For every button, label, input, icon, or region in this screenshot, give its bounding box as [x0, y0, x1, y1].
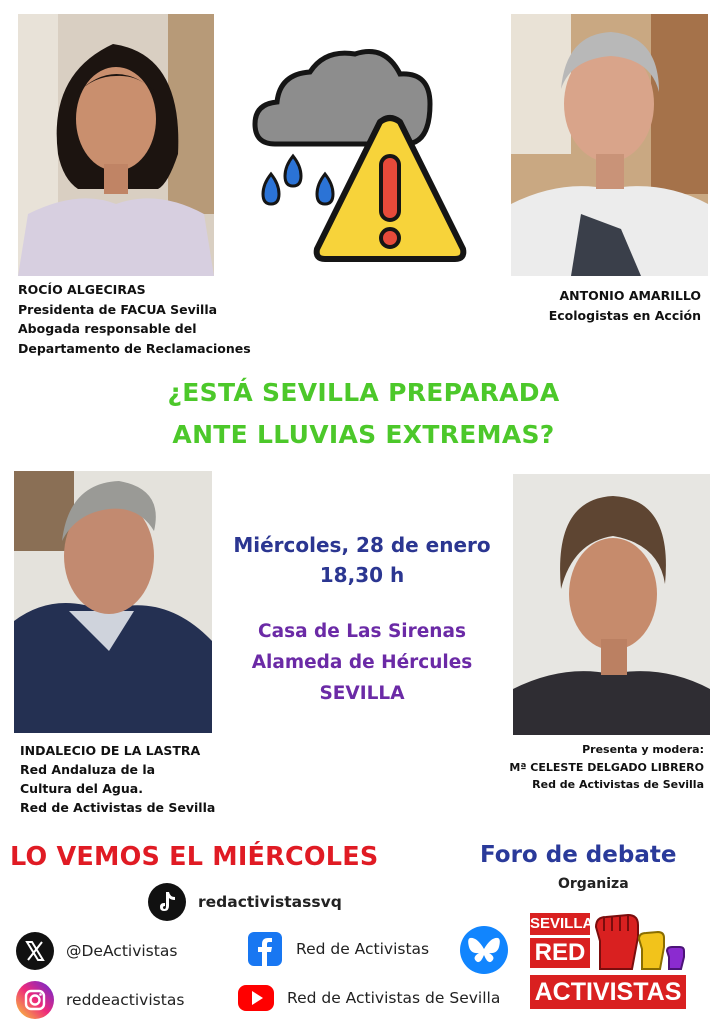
logo-text-sevilla: SEVILLA: [530, 913, 590, 935]
moderator-role: Presenta y modera:: [582, 743, 704, 756]
event-details: [212, 530, 512, 709]
photo-indalecio-de-la-lastra: [14, 471, 212, 733]
tiktok-icon: [148, 883, 186, 921]
headline-line-2: ANTE LLUVIAS EXTREMAS?: [172, 420, 555, 449]
youtube-channel[interactable]: Red de Activistas de Sevilla: [287, 989, 501, 1007]
caption-indalecio: [20, 741, 215, 817]
warning-graphic: [245, 44, 470, 269]
photo-celeste-delgado: [513, 474, 710, 735]
call-to-action: LO VEMOS EL MIÉRCOLES: [10, 842, 379, 872]
logo-text-activistas: ACTIVISTAS: [530, 975, 686, 1009]
social-instagram[interactable]: [16, 981, 184, 1019]
venue-name: Casa de Las Sirenas: [258, 621, 466, 642]
photo-rocio-algeciras: [18, 14, 214, 276]
bluesky-icon[interactable]: [459, 925, 509, 975]
caption-rocio: [18, 280, 251, 358]
speaker-role: Departamento de Reclamaciones: [18, 340, 251, 356]
organiza-label: Organiza: [558, 876, 629, 892]
x-handle[interactable]: @DeActivistas: [66, 942, 178, 960]
caption-celeste: [509, 741, 704, 794]
headline: [0, 372, 727, 456]
speaker-role: Red Andaluza de la: [20, 762, 156, 777]
raised-fists-icon: [592, 907, 688, 973]
social-youtube[interactable]: [237, 979, 500, 1017]
tiktok-handle[interactable]: redactivistassvq: [198, 893, 342, 911]
venue-city: SEVILLA: [319, 683, 405, 704]
venue-address: Alameda de Hércules: [251, 652, 473, 673]
logo-text-red: RED: [530, 938, 590, 968]
speaker-role: Red de Activistas de Sevilla: [20, 800, 216, 815]
speaker-role: Ecologistas en Acción: [548, 307, 701, 323]
speaker-name: ANTONIO AMARILLO: [559, 288, 701, 303]
speaker-name: ROCÍO ALGECIRAS: [18, 282, 146, 297]
social-facebook[interactable]: [246, 930, 429, 968]
speaker-role: Abogada responsable del: [18, 321, 197, 336]
event-date: Miércoles, 28 de enero: [233, 533, 491, 557]
social-x[interactable]: [16, 932, 177, 970]
speaker-role: Cultura del Agua.: [20, 781, 143, 796]
instagram-icon: [16, 981, 54, 1019]
event-venue: [212, 616, 512, 709]
caption-antonio: [549, 286, 701, 325]
speaker-role: Red de Activistas de Sevilla: [532, 778, 704, 791]
speaker-name: INDALECIO DE LA LASTRA: [20, 743, 201, 758]
headline-line-1: ¿ESTÁ SEVILLA PREPARADA: [167, 378, 560, 407]
event-time: 18,30 h: [319, 563, 405, 587]
facebook-page[interactable]: Red de Activistas: [296, 940, 430, 958]
photo-antonio-amarillo: [511, 14, 708, 276]
facebook-icon: [246, 930, 284, 968]
social-tiktok[interactable]: [148, 883, 342, 921]
instagram-handle[interactable]: reddeactivistas: [66, 991, 185, 1009]
youtube-icon: [237, 979, 275, 1017]
red-activistas-logo: [526, 905, 696, 1013]
speaker-role: Presidenta de FACUA Sevilla: [18, 301, 218, 317]
forum-title: Foro de debate: [480, 842, 677, 868]
speaker-name: Mª CELESTE DELGADO LIBRERO: [509, 760, 704, 774]
x-icon: [16, 932, 54, 970]
